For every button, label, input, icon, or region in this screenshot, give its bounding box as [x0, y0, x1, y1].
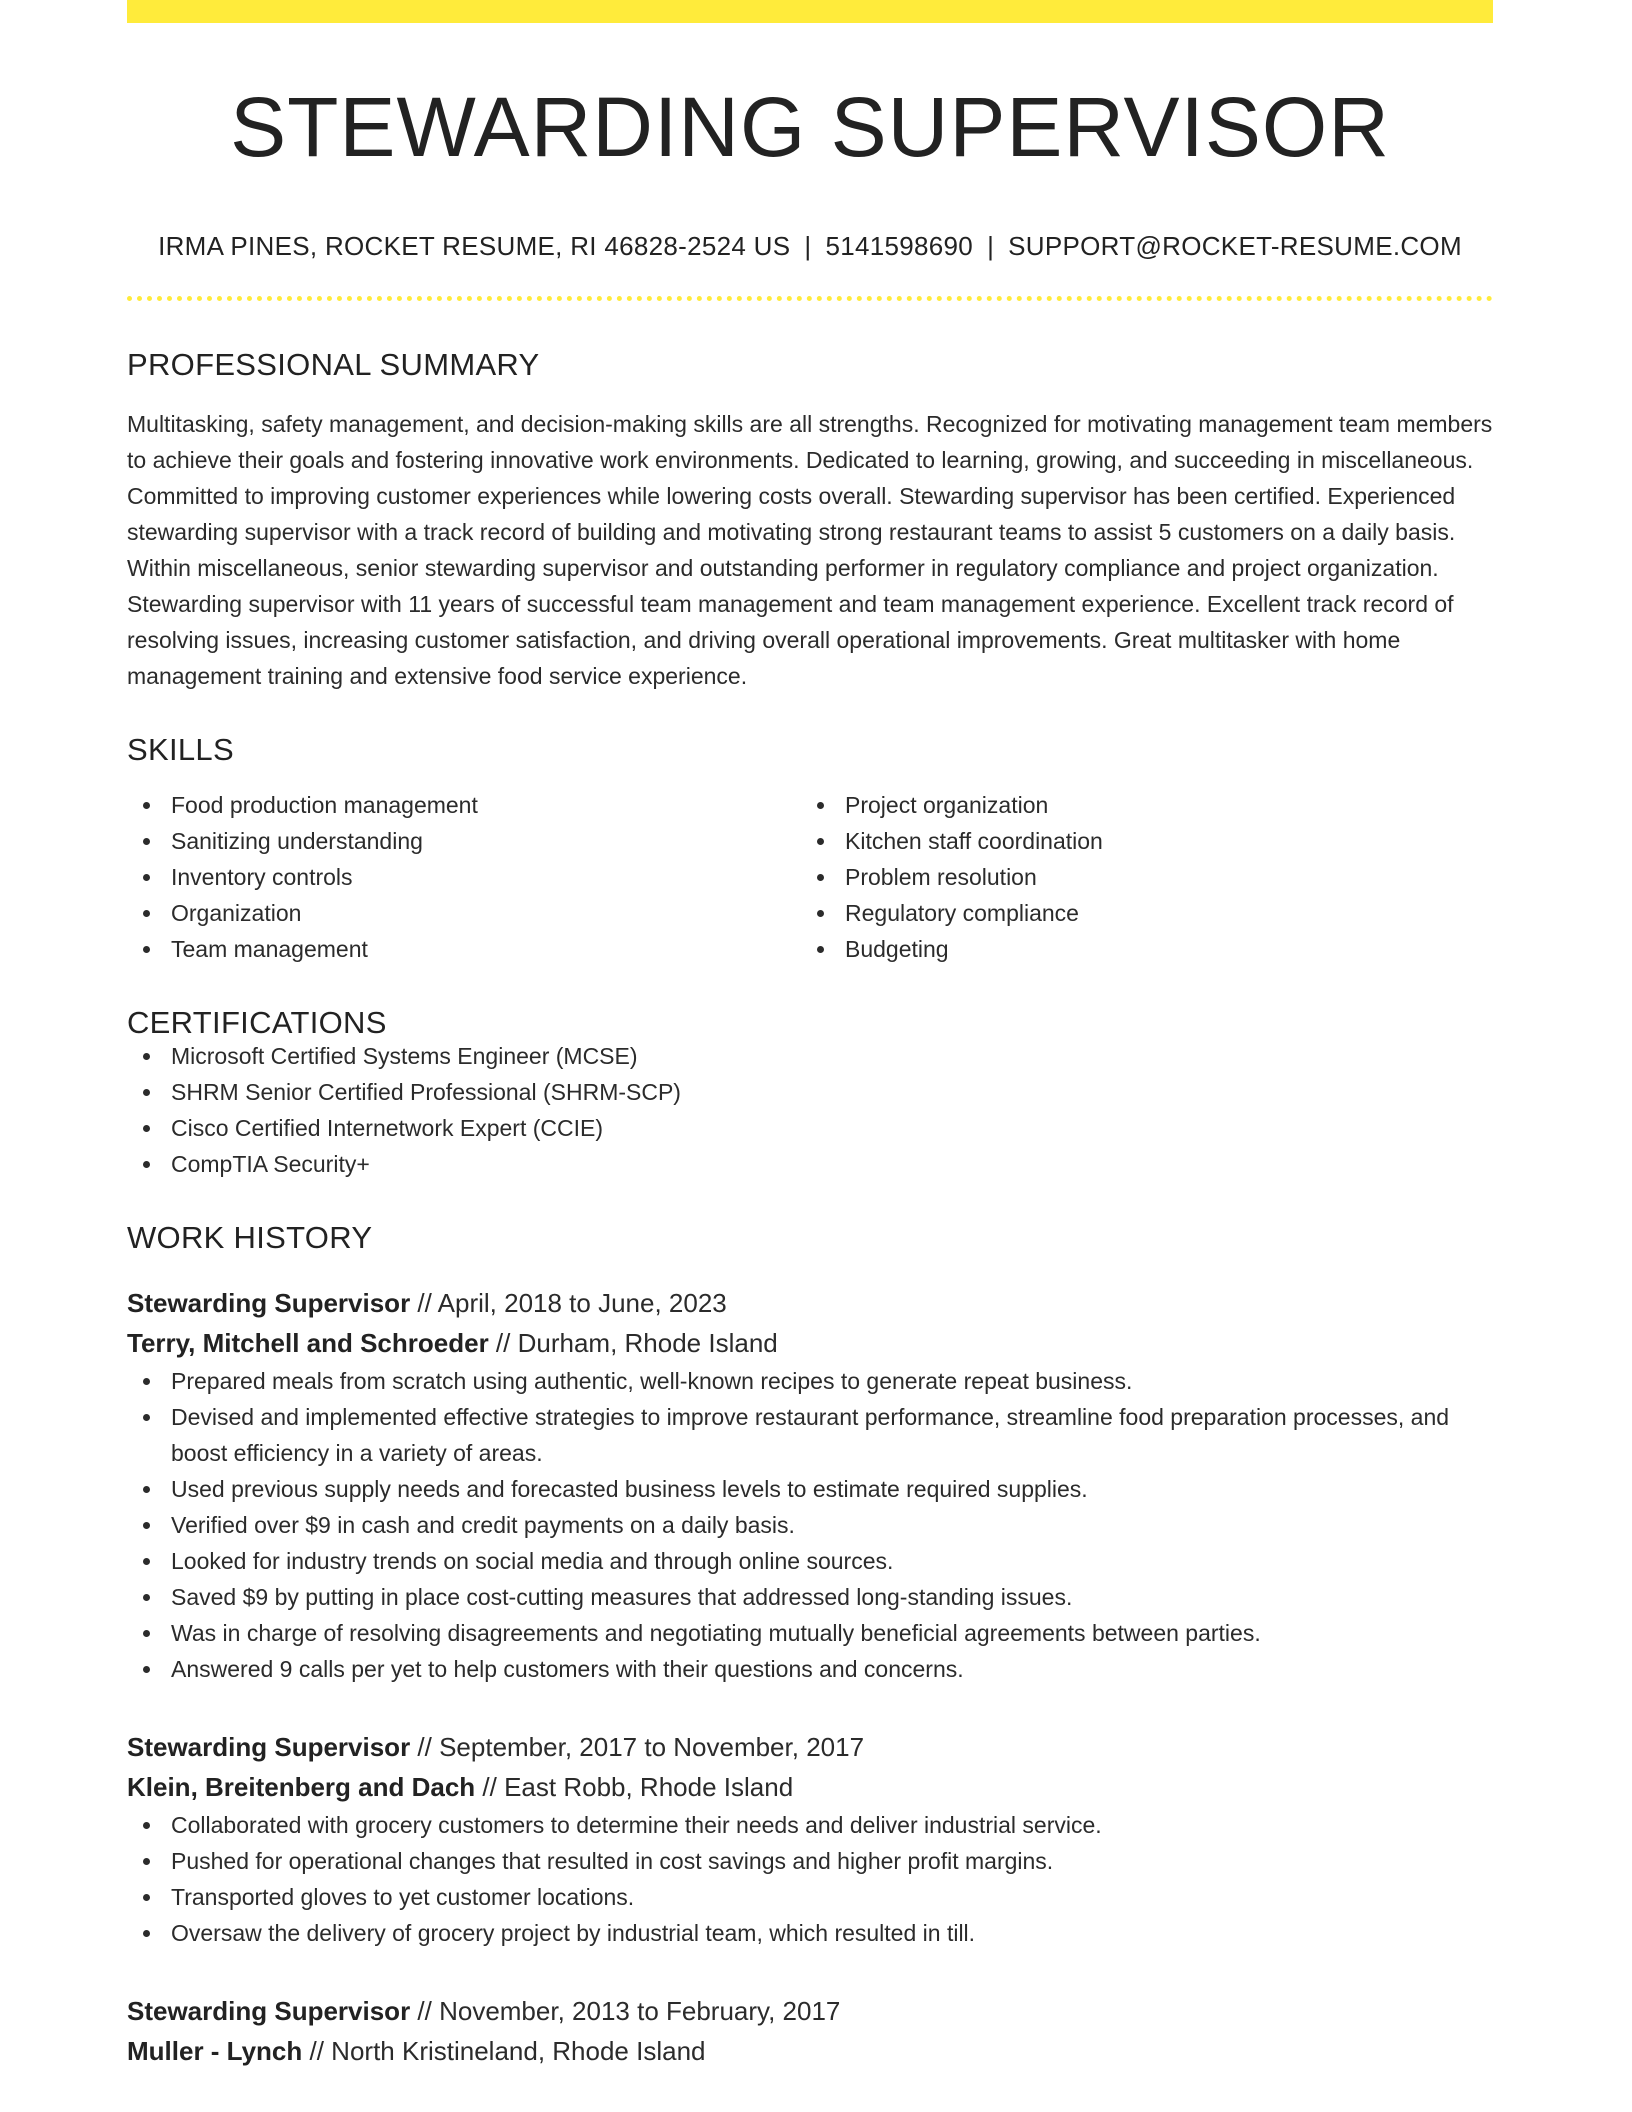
- professional-summary-section: [127, 349, 1493, 694]
- job-location: // Durham, Rhode Island: [488, 1328, 778, 1358]
- skills-column-left: [127, 787, 801, 967]
- section-heading: SKILLS: [127, 732, 234, 767]
- list-item: Pushed for operational changes that resulted in cost savings and higher profit margins.: [127, 1843, 1493, 1879]
- list-item: Regulatory compliance: [801, 895, 1475, 931]
- job-title: Stewarding Supervisor: [127, 1996, 411, 2026]
- job-company-line: [127, 1323, 1493, 1363]
- list-item: Team management: [127, 931, 801, 967]
- job-company: Klein, Breitenberg and Dach: [127, 1772, 476, 1802]
- resume-title: STEWARDING SUPERVISOR: [230, 80, 1390, 174]
- contact-separator: |: [804, 231, 812, 261]
- list-item: Oversaw the delivery of grocery project by industrial team, which resulted in till.: [127, 1915, 1493, 1951]
- summary-text: Multitasking, safety management, and decision-making skills are all strengths. Recognized for motivating management team members to achieve their goals and fostering innovative work environments. Dedicated to learning, growing, and succeeding in miscellaneous. Committed to improving customer experiences while lowering costs overall. Stewarding supervisor has been certified. Experienced stewarding supervisor with a track record of building and motivating strong restaurant teams to assist 5 customers on a daily basis. Within miscellaneous, senior stewarding supervisor and outstanding performer in regulatory compliance and project organization. Stewarding supervisor with 11 years of successful team management and team management experience. Excellent track record of resolving issues, increasing customer satisfaction, and driving overall operational improvements. Great multitasker with home management training and extensive food service experience.: [127, 411, 1493, 689]
- job-company-line: [127, 2031, 1493, 2071]
- work-history-section: [127, 1222, 1493, 2071]
- list-item: Problem resolution: [801, 859, 1475, 895]
- skills-list: [801, 787, 1475, 967]
- contact-phone: 5141598690: [825, 231, 974, 261]
- list-item: Microsoft Certified Systems Engineer (MCSE): [127, 1038, 1493, 1074]
- contact-line: [127, 231, 1493, 262]
- list-item: Collaborated with grocery customers to determine their needs and deliver industrial service.: [127, 1807, 1493, 1843]
- list-item: SHRM Senior Certified Professional (SHRM-SCP): [127, 1074, 1493, 1110]
- list-item: Organization: [127, 895, 801, 931]
- list-item: Cisco Certified Internetwork Expert (CCIE): [127, 1110, 1493, 1146]
- certifications-section: [127, 1007, 1493, 1182]
- resume-page: [127, 0, 1493, 2071]
- accent-top-bar: [127, 0, 1493, 23]
- job-company-line: [127, 1767, 1493, 1807]
- job-entry: [127, 1991, 1493, 2071]
- job-duties-list: [127, 1363, 1493, 1687]
- section-heading: CERTIFICATIONS: [127, 1005, 387, 1040]
- section-heading: PROFESSIONAL SUMMARY: [127, 347, 540, 382]
- list-item: Was in charge of resolving disagreements and negotiating mutually beneficial agreements between parties.: [127, 1615, 1493, 1651]
- job-company: Terry, Mitchell and Schroeder: [127, 1328, 489, 1358]
- contact-email: SUPPORT@ROCKET-RESUME.COM: [1008, 231, 1462, 261]
- job-dates: // November, 2013 to February, 2017: [410, 1996, 841, 2026]
- list-item: Devised and implemented effective strategies to improve restaurant performance, streamline food preparation processes, and boost efficiency in a variety of areas.: [127, 1399, 1493, 1471]
- list-item: Prepared meals from scratch using authentic, well-known recipes to generate repeat business.: [127, 1363, 1493, 1399]
- list-item: Saved $9 by putting in place cost-cutting measures that addressed long-standing issues.: [127, 1579, 1493, 1615]
- job-duties-list: [127, 1807, 1493, 1951]
- skills-list: [127, 787, 801, 967]
- list-item: CompTIA Security+: [127, 1146, 1493, 1182]
- list-item: Used previous supply needs and forecasted business levels to estimate required supplies.: [127, 1471, 1493, 1507]
- list-item: Sanitizing understanding: [127, 823, 801, 859]
- job-entry: [127, 1727, 1493, 1951]
- contact-address: IRMA PINES, ROCKET RESUME, RI 46828-2524 US: [158, 231, 791, 261]
- job-title-line: [127, 1283, 1493, 1323]
- job-title: Stewarding Supervisor: [127, 1288, 411, 1318]
- list-item: Project organization: [801, 787, 1475, 823]
- job-location: // East Robb, Rhode Island: [475, 1772, 794, 1802]
- list-item: Kitchen staff coordination: [801, 823, 1475, 859]
- skills-grid: [127, 787, 1493, 967]
- list-item: Looked for industry trends on social media and through online sources.: [127, 1543, 1493, 1579]
- skills-column-right: [801, 787, 1475, 967]
- job-title: Stewarding Supervisor: [127, 1732, 411, 1762]
- job-dates: // September, 2017 to November, 2017: [410, 1732, 865, 1762]
- section-heading: WORK HISTORY: [127, 1220, 373, 1255]
- job-title-line: [127, 1991, 1493, 2031]
- list-item: Food production management: [127, 787, 801, 823]
- list-item: Budgeting: [801, 931, 1475, 967]
- job-entry: [127, 1283, 1493, 1687]
- job-company: Muller - Lynch: [127, 2036, 303, 2066]
- list-item: Transported gloves to yet customer locations.: [127, 1879, 1493, 1915]
- certifications-list: [127, 1038, 1493, 1182]
- list-item: Verified over $9 in cash and credit payments on a daily basis.: [127, 1507, 1493, 1543]
- dotted-divider: [127, 296, 1493, 301]
- job-dates: // April, 2018 to June, 2023: [410, 1288, 727, 1318]
- contact-separator: |: [987, 231, 995, 261]
- job-title-line: [127, 1727, 1493, 1767]
- list-item: Answered 9 calls per yet to help customers with their questions and concerns.: [127, 1651, 1493, 1687]
- list-item: Inventory controls: [127, 859, 801, 895]
- job-location: // North Kristineland, Rhode Island: [302, 2036, 706, 2066]
- skills-section: [127, 734, 1493, 967]
